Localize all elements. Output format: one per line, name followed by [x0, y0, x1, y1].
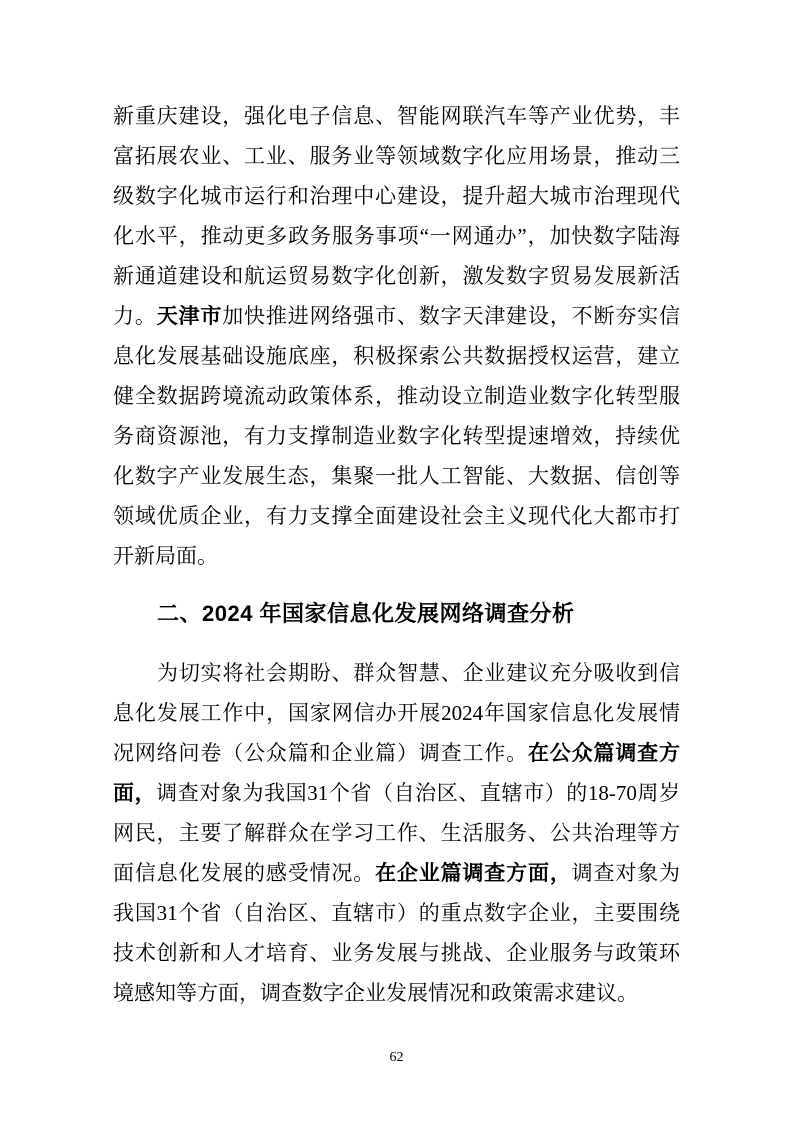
text-run: 我国31个省（自治区、直辖市）的重点数字企业，主要围绕 [113, 900, 680, 925]
text-run: 化水平，推动更多政务服务事项“一网通办”，加快数字陆海 [113, 224, 680, 248]
text-line [113, 416, 680, 456]
text-line [113, 376, 680, 416]
text-line [113, 136, 680, 176]
paragraph-regional-development [113, 96, 680, 576]
text-line [113, 973, 680, 1013]
text-run: 息化发展基础设施底座，积极探索公共数据授权运营，建立 [113, 344, 680, 368]
text-run: 级数字化城市运行和治理中心建设，提升超大城市治理现代 [113, 184, 680, 208]
text-line [113, 96, 680, 136]
text-run: 调查对象为 [571, 860, 680, 885]
text-run: 开新局面。 [113, 544, 218, 568]
text-run: 富拓展农业、工业、服务业等领域数字化应用场景，推动三 [113, 144, 680, 168]
text-line [113, 653, 680, 693]
bold-text-run: 面， [113, 780, 157, 805]
bold-text-run: 在企业篇调查方面， [375, 860, 572, 885]
text-line [113, 933, 680, 973]
text-line [113, 893, 680, 933]
text-run: 务商资源池，有力支撑制造业数字化转型提速增效，持续优 [113, 424, 680, 448]
text-line [113, 296, 680, 336]
text-run: 新通道建设和航运贸易数字化创新，激发数字贸易发展新活 [113, 264, 680, 288]
text-run: 网民，主要了解群众在学习工作、生活服务、公共治理等方 [113, 820, 680, 845]
text-run: 新重庆建设，强化电子信息、智能网联汽车等产业优势，丰 [113, 104, 680, 128]
text-line [113, 693, 680, 733]
text-line [113, 336, 680, 376]
text-line [113, 536, 680, 576]
text-run: 领域优质企业，有力支撑全面建设社会主义现代化大都市打 [113, 504, 680, 528]
text-run: 面信息化发展的感受情况。 [113, 860, 376, 885]
text-run: 加快推进网络强市、数字天津建设，不断夯实信 [222, 304, 680, 328]
text-line [113, 456, 680, 496]
text-run: 为切实将社会期盼、群众智慧、企业建议充分吸收到信 [157, 660, 680, 685]
bold-text-run: 天津市 [156, 304, 223, 328]
text-run: 调查对象为我国31个省（自治区、直辖市）的18-70周岁 [156, 780, 680, 805]
text-line [113, 176, 680, 216]
text-run: 力。 [113, 304, 157, 328]
text-run: 息化发展工作中，国家网信办开展2024年国家信息化发展情 [113, 700, 680, 725]
text-line [113, 216, 680, 256]
text-line [113, 733, 680, 773]
text-line [113, 853, 680, 893]
text-line [113, 256, 680, 296]
text-line [113, 813, 680, 853]
text-run: 化数字产业发展生态，集聚一批人工智能、大数据、信创等 [113, 464, 680, 488]
text-run: 境感知等方面，调查数字企业发展情况和政策需求建议。 [113, 980, 638, 1005]
bold-text-run: 在公众篇调查方 [527, 740, 680, 765]
paragraph-survey-description [113, 653, 680, 1013]
text-run: 技术创新和人才培育、业务发展与挑战、企业服务与政策环 [113, 940, 680, 965]
section-heading-survey-analysis: 二、2024 年国家信息化发展网络调查分析 [157, 601, 575, 627]
text-line [113, 496, 680, 536]
text-run: 况网络问卷（公众篇和企业篇）调查工作。 [113, 740, 528, 765]
text-run: 健全数据跨境流动政策体系，推动设立制造业数字化转型服 [113, 384, 680, 408]
page-number: 62 [389, 1050, 404, 1065]
text-line [113, 773, 680, 813]
page-content [113, 96, 680, 1013]
